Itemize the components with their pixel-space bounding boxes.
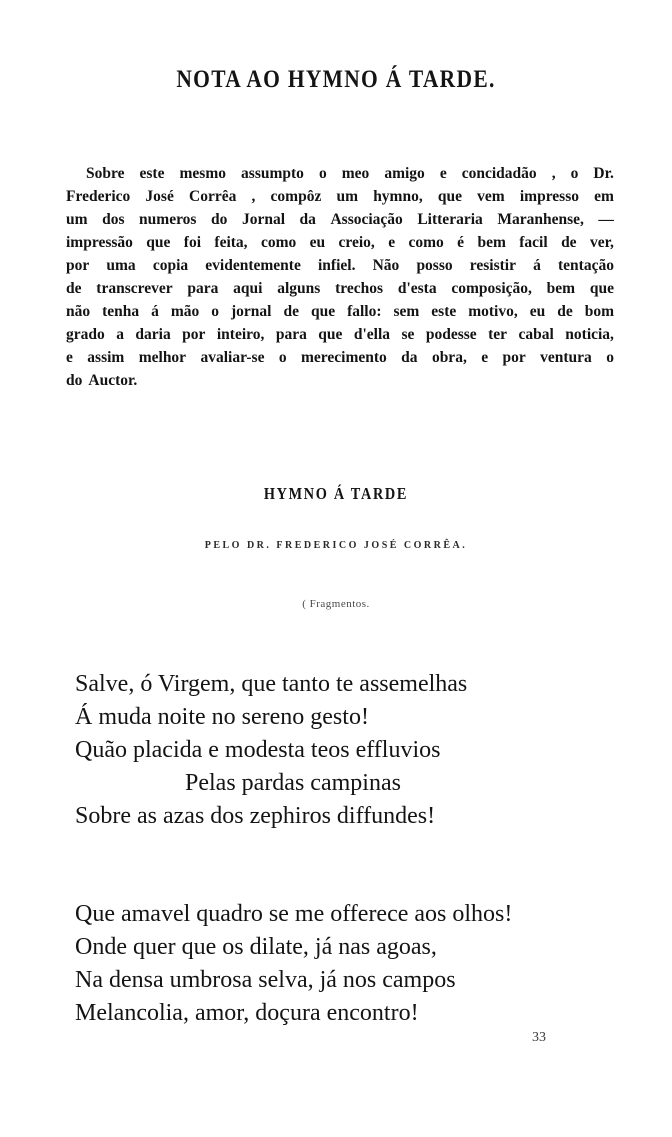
- paragraph-line: [66, 346, 614, 369]
- verse-line: Á muda noite no sereno gesto!: [75, 704, 369, 730]
- paragraph-word: resistir: [469, 257, 516, 274]
- paragraph-word: assumpto: [241, 165, 304, 182]
- paragraph-word: um: [66, 211, 88, 228]
- paragraph-word: evidentemente: [205, 257, 301, 274]
- paragraph-word: foi: [183, 234, 202, 251]
- paragraph-word: ,: [551, 165, 556, 182]
- hymn-author-byline: PELO DR. FREDERICO JOSÉ CORRÊA.: [204, 540, 468, 551]
- paragraph-word: daria: [135, 326, 171, 343]
- paragraph-line: [66, 323, 614, 346]
- paragraph-word: Não: [372, 257, 400, 274]
- paragraph-word: obra,: [431, 349, 467, 366]
- paragraph-word: bom: [584, 303, 614, 320]
- paragraph-word: concidadão: [461, 165, 537, 182]
- paragraph-word: de: [561, 234, 577, 251]
- paragraph-word: que: [318, 326, 343, 343]
- page-number: 33: [532, 1030, 546, 1045]
- paragraph-word: se: [401, 326, 415, 343]
- paragraph-word: não: [66, 303, 91, 320]
- paragraph-line: [66, 185, 614, 208]
- paragraph-word: o: [318, 165, 327, 182]
- paragraph-word: d'ella: [353, 326, 391, 343]
- paragraph-word: bem: [546, 280, 576, 297]
- paragraph-word: posso: [416, 257, 453, 274]
- paragraph-word: merecimento: [301, 349, 387, 366]
- paragraph-word: de: [283, 303, 299, 320]
- paragraph-word: do: [66, 372, 83, 389]
- stanza-2: [75, 898, 635, 1030]
- verse-line: Onde quer que os dilate, já nas agoas,: [75, 934, 437, 960]
- paragraph-line: [66, 369, 614, 392]
- paragraph-word: impresso: [519, 188, 579, 205]
- paragraph-word: como: [408, 234, 444, 251]
- paragraph-word: trechos: [335, 280, 384, 297]
- paragraph-word: melhor: [138, 349, 187, 366]
- paragraph-word: Associação: [330, 211, 403, 228]
- paragraph-word: noticia,: [565, 326, 614, 343]
- paragraph-word: mão: [170, 303, 200, 320]
- verse-line: Na densa umbrosa selva, já nos campos: [75, 967, 456, 993]
- paragraph-word: ventura: [540, 349, 592, 366]
- paragraph-word: hymno,: [373, 188, 423, 205]
- paragraph-word: que: [437, 188, 462, 205]
- paragraph-word: tentação: [558, 257, 614, 274]
- verse-line: Salve, ó Virgem, que tanto te assemelhas: [75, 671, 468, 697]
- paragraph-word: Maranhense,: [497, 211, 584, 228]
- paragraph-word: motivo,: [468, 303, 518, 320]
- paragraph-line: [66, 208, 614, 231]
- paragraph-word: facil: [519, 234, 548, 251]
- paragraph-word: aqui: [233, 280, 263, 297]
- paragraph-word: tenha: [102, 303, 140, 320]
- fragment-note: ( Fragmentos.: [302, 598, 370, 610]
- paragraph-word: copia: [152, 257, 189, 274]
- paragraph-word: que: [146, 234, 171, 251]
- paragraph-word: e: [66, 349, 73, 366]
- paragraph-word: Litteraria: [417, 211, 483, 228]
- paragraph-word: o: [211, 303, 220, 320]
- paragraph-word: mesmo: [179, 165, 226, 182]
- paragraph-word: ,: [251, 188, 256, 205]
- paragraph-word: de: [557, 303, 573, 320]
- paragraph-word: um: [336, 188, 359, 205]
- stanza-1: [75, 668, 635, 833]
- verse-line: Sobre as azas dos zephiros diffundes!: [75, 803, 436, 829]
- paragraph-word: da: [401, 349, 418, 366]
- paragraph-word: inteiro,: [216, 326, 265, 343]
- paragraph-word: por: [182, 326, 206, 343]
- paragraph-word: dos: [102, 211, 125, 228]
- paragraph-word: feita,: [214, 234, 248, 251]
- paragraph-line: [66, 254, 614, 277]
- paragraph-word: bem: [477, 234, 506, 251]
- paragraph-word: o: [606, 349, 614, 366]
- verse-line: Que amavel quadro se me offerece aos olhos!: [75, 901, 513, 927]
- paragraph-word: amigo: [384, 165, 425, 182]
- paragraph-word: á: [151, 303, 159, 320]
- paragraph-word: infiel.: [317, 257, 356, 274]
- paragraph-word: composição,: [451, 280, 532, 297]
- paragraph-word: como: [260, 234, 297, 251]
- paragraph-word: a: [116, 326, 124, 343]
- hymn-title: HYMNO Á TARDE: [263, 484, 409, 503]
- paragraph-word: Corrêa: [189, 188, 237, 205]
- paragraph-word: d'esta: [397, 280, 437, 297]
- paragraph-word: que: [310, 303, 336, 320]
- paragraph-word: do: [211, 211, 228, 228]
- paragraph-word: de: [66, 280, 82, 297]
- paragraph-word: e: [388, 234, 396, 251]
- paragraph-word: eu: [529, 303, 546, 320]
- paragraph-word: que: [589, 280, 614, 297]
- paragraph-line: [66, 162, 614, 185]
- paragraph-word: Sobre: [86, 165, 125, 182]
- paragraph-word: creio,: [338, 234, 375, 251]
- verse-line: Pelas pardas campinas: [185, 770, 401, 796]
- paragraph-word: Dr.: [593, 165, 614, 182]
- paragraph-word: podesse: [425, 326, 477, 343]
- paragraph-word: Frederico: [66, 188, 131, 205]
- paragraph-line: [66, 277, 614, 300]
- paragraph-word: impressão: [66, 234, 133, 251]
- paragraph-word: Jornal: [241, 211, 285, 228]
- paragraph-line: [66, 300, 614, 323]
- paragraph-word: cabal: [518, 326, 554, 343]
- paragraph-word: jornal: [231, 303, 272, 320]
- paragraph-word: da: [299, 211, 316, 228]
- verse-line: Quão placida e modesta teos effluvios: [75, 737, 441, 763]
- paragraph-word: o: [278, 349, 287, 366]
- paragraph-word: numeros: [139, 211, 197, 228]
- paragraph-word: alguns: [277, 280, 321, 297]
- paragraph-word: meo: [341, 165, 370, 182]
- note-title: NOTA AO HYMNO Á TARDE.: [176, 66, 496, 93]
- paragraph-word: compôz: [270, 188, 322, 205]
- paragraph-word: e: [481, 349, 489, 366]
- paragraph-word: sem: [393, 303, 420, 320]
- paragraph-word: grado: [66, 326, 105, 343]
- paragraph-word: eu: [309, 234, 326, 251]
- paragraph-word: ver,: [589, 234, 614, 251]
- paragraph-word: este: [431, 303, 457, 320]
- paragraph-word: para: [275, 326, 307, 343]
- paragraph-word: —: [598, 211, 614, 228]
- paragraph-word: uma: [106, 257, 136, 274]
- paragraph-word: por: [502, 349, 526, 366]
- paragraph-word: ter: [488, 326, 508, 343]
- paragraph-word: transcrever: [96, 280, 173, 297]
- paragraph-word: por: [66, 257, 90, 274]
- paragraph-word: fallo:: [347, 303, 382, 320]
- paragraph-word: á: [533, 257, 541, 274]
- paragraph-word: assim: [87, 349, 125, 366]
- paragraph-word: avaliar-se: [200, 349, 265, 366]
- note-paragraph: [66, 162, 614, 392]
- paragraph-word: o: [570, 165, 579, 182]
- paragraph-word: José: [145, 188, 174, 205]
- paragraph-word: para: [187, 280, 219, 297]
- verse-line: Melancolia, amor, doçura encontro!: [75, 1000, 419, 1026]
- paragraph-word: vem: [477, 188, 505, 205]
- paragraph-word: em: [594, 188, 614, 205]
- paragraph-word: este: [139, 165, 165, 182]
- paragraph-line: [66, 231, 614, 254]
- paragraph-word: e: [439, 165, 447, 182]
- paragraph-word: Auctor.: [88, 372, 138, 389]
- paragraph-word: é: [457, 234, 465, 251]
